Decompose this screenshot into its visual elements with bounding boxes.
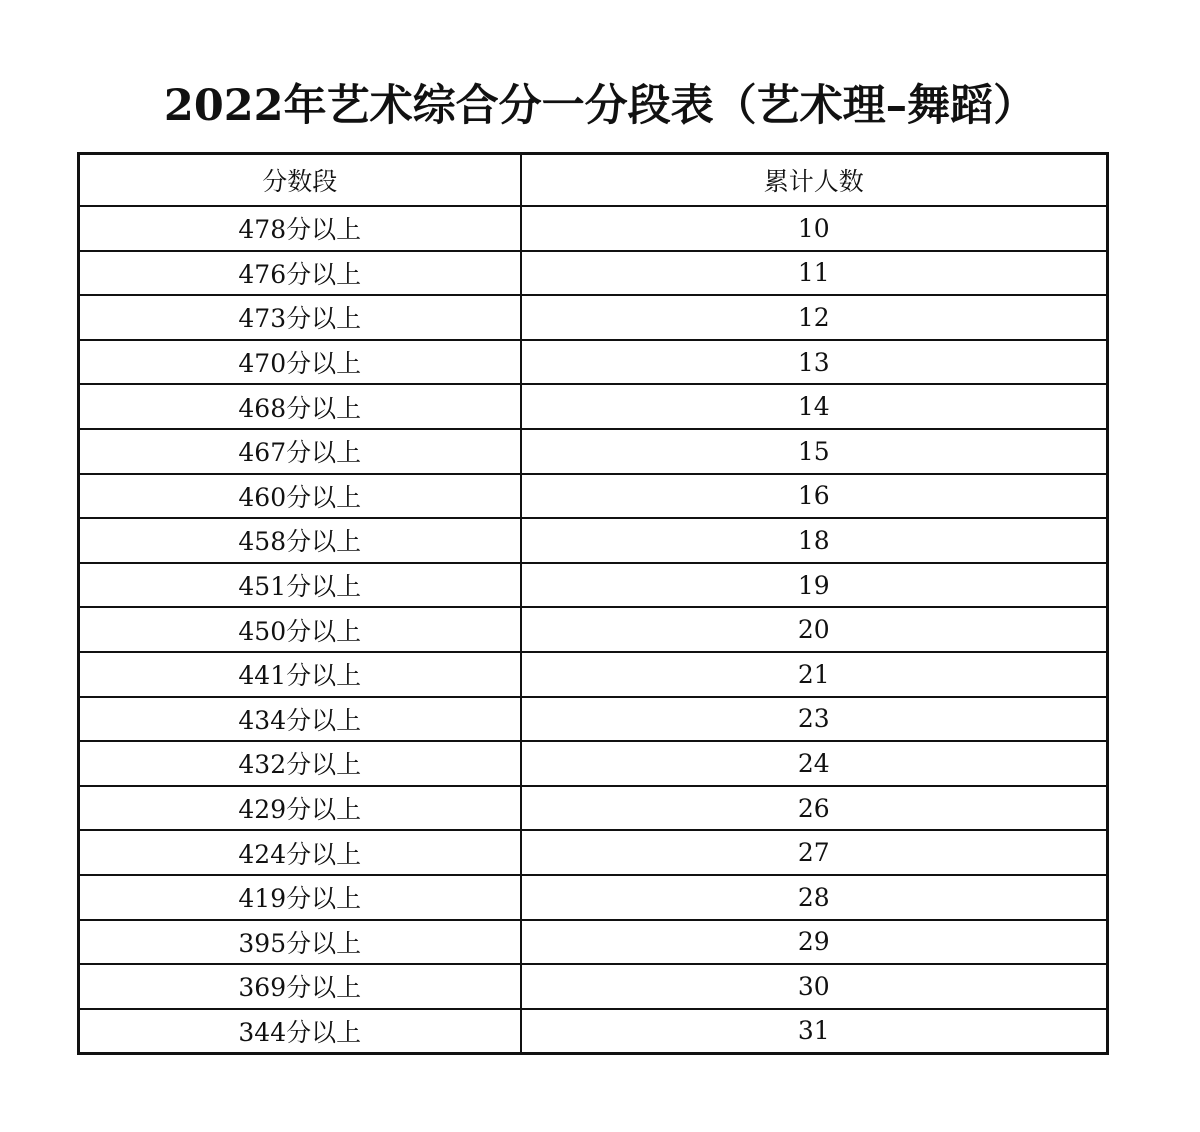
table-row: [79, 295, 1108, 340]
score-range-cell: 344分以上: [79, 1009, 521, 1054]
score-range-cell: 429分以上: [79, 786, 521, 831]
cumulative-count-cell: 16: [521, 474, 1108, 519]
cumulative-count-cell: 20: [521, 607, 1108, 652]
table-row: [79, 875, 1108, 920]
score-range-cell: 467分以上: [79, 429, 521, 474]
score-range-cell: 451分以上: [79, 563, 521, 608]
table-row: [79, 1009, 1108, 1054]
cumulative-count-cell: 18: [521, 518, 1108, 563]
cumulative-count-cell: 27: [521, 830, 1108, 875]
table-row: [79, 384, 1108, 429]
cumulative-count-cell: 19: [521, 563, 1108, 608]
cumulative-count-cell: 14: [521, 384, 1108, 429]
score-range-cell: 441分以上: [79, 652, 521, 697]
cumulative-count-cell: 30: [521, 964, 1108, 1009]
table-row: [79, 607, 1108, 652]
score-range-cell: 369分以上: [79, 964, 521, 1009]
page-title: 2022年艺术综合分一分段表（艺术理–舞蹈）: [163, 81, 1037, 131]
score-range-cell: 434分以上: [79, 697, 521, 742]
table-row: [79, 206, 1108, 251]
cumulative-count-cell: 13: [521, 340, 1108, 385]
cumulative-count-cell: 11: [521, 251, 1108, 296]
score-range-cell: 468分以上: [79, 384, 521, 429]
score-range-cell: 424分以上: [79, 830, 521, 875]
table-row: [79, 920, 1108, 965]
table-row: [79, 964, 1108, 1009]
score-range-cell: 450分以上: [79, 607, 521, 652]
score-table: [77, 152, 1109, 1055]
cumulative-count-cell: 10: [521, 206, 1108, 251]
score-range-cell: 470分以上: [79, 340, 521, 385]
cumulative-count-cell: 29: [521, 920, 1108, 965]
cumulative-count-cell: 24: [521, 741, 1108, 786]
cumulative-count-cell: 15: [521, 429, 1108, 474]
cumulative-count-cell: 12: [521, 295, 1108, 340]
score-range-cell: 419分以上: [79, 875, 521, 920]
table-body: [79, 206, 1108, 1054]
table-row: [79, 697, 1108, 742]
score-range-cell: 460分以上: [79, 474, 521, 519]
table-row: [79, 830, 1108, 875]
table-row: [79, 340, 1108, 385]
score-range-cell: 478分以上: [79, 206, 521, 251]
score-range-cell: 476分以上: [79, 251, 521, 296]
table-row: [79, 563, 1108, 608]
table-row: [79, 518, 1108, 563]
cumulative-count-cell: 31: [521, 1009, 1108, 1054]
table-row: [79, 429, 1108, 474]
table-row: [79, 786, 1108, 831]
column-header-score-range: 分数段: [79, 154, 521, 207]
score-range-cell: 473分以上: [79, 295, 521, 340]
table-header-row: [79, 154, 1108, 207]
column-header-cumulative-count: 累计人数: [521, 154, 1108, 207]
score-range-cell: 458分以上: [79, 518, 521, 563]
table-row: [79, 251, 1108, 296]
cumulative-count-cell: 23: [521, 697, 1108, 742]
table-row: [79, 741, 1108, 786]
cumulative-count-cell: 21: [521, 652, 1108, 697]
score-range-cell: 432分以上: [79, 741, 521, 786]
score-range-cell: 395分以上: [79, 920, 521, 965]
table-row: [79, 474, 1108, 519]
cumulative-count-cell: 26: [521, 786, 1108, 831]
table-row: [79, 652, 1108, 697]
cumulative-count-cell: 28: [521, 875, 1108, 920]
